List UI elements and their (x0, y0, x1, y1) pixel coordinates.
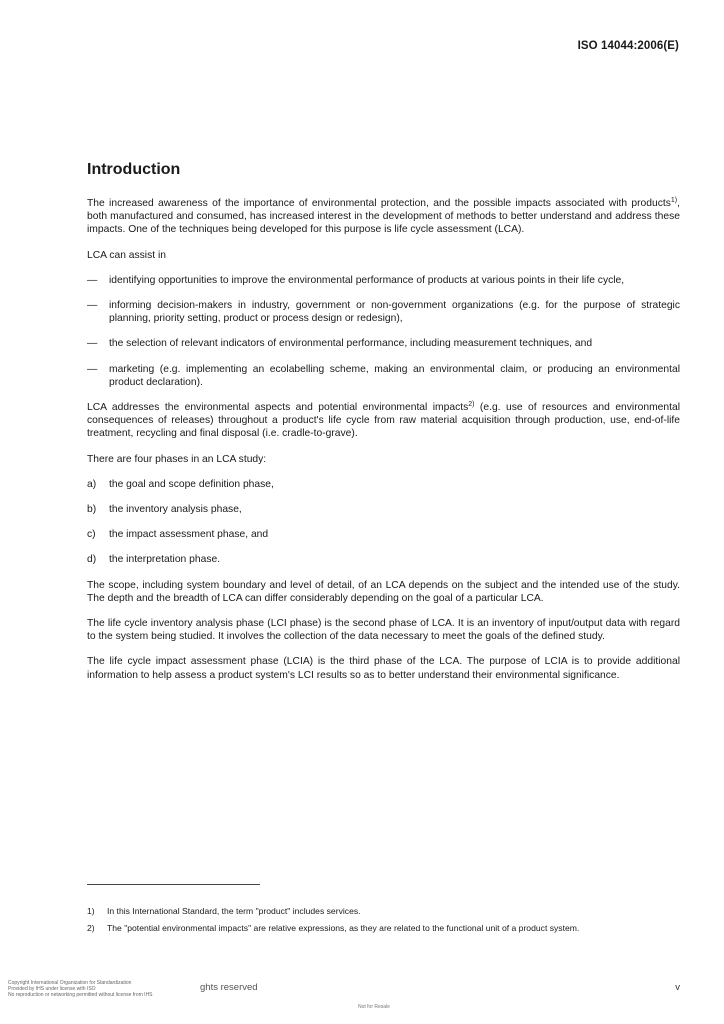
dash-mark: — (87, 363, 98, 375)
list-item: — the selection of relevant indicators of environmental performance, including measurement techniques, and (87, 338, 593, 350)
paragraph-6: The life cycle inventory analysis phase (LCI phase) is the second phase of LCA. It is an inventory of input/output data with regard to the system being studied. It involves the collection of the data necessary to meet the goals of the defined study. (87, 618, 680, 643)
footnote-divider (87, 884, 260, 885)
paragraph-1: The increased awareness of the importance of environmental protection, and the possible impacts associated with products$^{1)}$, both manufactured and consumed, has increased interest in the development of methods to better understand and address these impacts. One of the techniques being developed for this purpose is life cycle assessment (LCA). (87, 197, 680, 236)
footnote-1: 1) In this International Standard, the term "product" includes services. (87, 906, 361, 916)
paragraph-3: LCA addresses the environmental aspects and potential environmental impacts$^{2)}$ (e.g. use of resources and environmental consequences of releases) throughout a product's life cycle from raw material acquisition through production, use, end-of-life treatment, recycling and final disposal (i.e. cradle-to-grave). (87, 401, 680, 440)
dash-mark: — (87, 338, 98, 350)
list-item: a) the goal and scope definition phase, (87, 478, 274, 490)
dash-mark: — (87, 300, 98, 312)
list-item: b) the inventory analysis phase, (87, 504, 242, 516)
list-marker: a) (87, 478, 97, 490)
list-item: — marketing (e.g. implementing an ecolabelling scheme, making an environmental claim, or producing an environmental product declaration). (87, 363, 680, 388)
paragraph-4: There are four phases in an LCA study: (87, 453, 267, 465)
list-item: c) the impact assessment phase, and (87, 529, 269, 541)
footnote-2: 2) The "potential environmental impacts" are relative expressions, as they are related to the functional unit of a product system. (87, 922, 580, 933)
list-marker: b) (87, 504, 97, 516)
paragraph-7: The life cycle impact assessment phase (LCIA) is the third phase of the LCA. The purpose of LCIA is to provide additional information to help assess a product system's LCI results so as to better understand their environmental significance. (87, 656, 680, 681)
resale-notice: Not for Resale (358, 1004, 390, 1010)
page-number: v (675, 982, 680, 993)
footnotes (87, 906, 680, 939)
paragraph-2: LCA can assist in (87, 249, 166, 261)
uses-list (87, 274, 680, 389)
paragraph-5: The scope, including system boundary and level of detail, of an LCA depends on the subject and the intended use of the study. The depth and the breadth of LCA can differ considerably depending on the goal of a particular LCA. (87, 579, 680, 604)
dash-mark: — (87, 274, 98, 286)
standard-identifier: ISO 14044:2006(E) (577, 40, 679, 52)
introduction-section (87, 160, 680, 694)
footnote-ref-1: 1) (670, 197, 678, 204)
list-marker: d) (87, 554, 97, 566)
list-item: — identifying opportunities to improve the environmental performance of products at various points in their life cycle, (87, 274, 625, 286)
list-marker: c) (87, 529, 96, 541)
list-item: d) the interpretation phase. (87, 554, 221, 566)
footnote-ref-2: 2) (468, 401, 475, 409)
section-title: Introduction (87, 161, 181, 178)
copyright-notice: Copyright International Organization for Standardization Provided by IHS under license with ISO No reproduction or networking permitted without license from IHS (8, 980, 153, 999)
list-item: — informing decision-makers in industry, government or non-government organizations (e.g. for the purpose of strategic planning, priority setting, product or process design or redesign), (87, 300, 680, 325)
phases-list (87, 478, 680, 567)
rights-reserved: ghts reserved (200, 982, 258, 993)
